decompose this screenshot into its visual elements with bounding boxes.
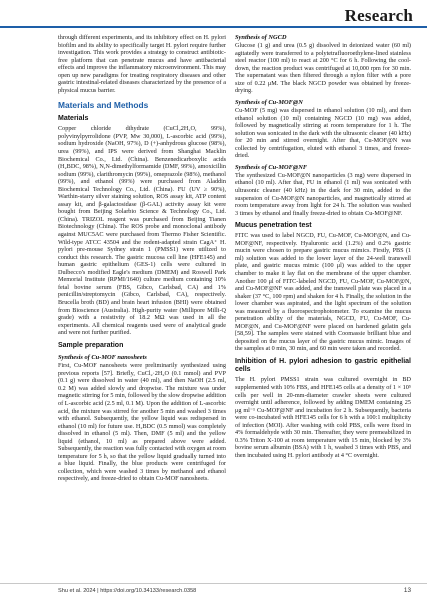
section-heading-methods: Materials and Methods xyxy=(58,100,149,111)
left-column xyxy=(58,34,226,483)
cumof-nf-paragraph: The synthesized Cu-MOF@N nanoparticles (3 mg) were dispersed in ethanol (10 ml). After that, FU in ethanol (1 ml) was sonicated with ultrasonic cleaner (40 kHz) in the dark for 30 min, added to the suspension of Cu-MOF@N nanoparticles, and magnetically stirred at room temperature away from light for 24 h. The solution was washed 3 times by ethanol and finally freeze-dried to obtain Cu-MOF@NF. xyxy=(235,171,411,217)
journal-name: Research xyxy=(344,6,413,25)
inhibition-paragraph: The H. pylori PMSS1 strain was cultured overnight in BD supplemented with 10% FBS, and HFE145 cells at a density of 1 × 10⁵ cells per well in 20-mm-diameter crawler sheets were cultured overnight until adherence, followed by adding DMEM containing 25 μg ml⁻¹ Cu-MOF@NF and incubation for 2 h. Subsequently, bacteria were co-incubated with HFE145 cells for 6 h with a 100:1 multiplicity of infection (MOI). After washing with cold PBS, cells were fixed in 4% formaldehyde with 30 min. Thereafter, they were premeabilized in 0.3% Triton X-100 at room temperature with 15 min, blocked by 3% bovine serum albumin (BSA) with 1 h, washed 3 times with PBS, and then incubated using H. pylori antibody at 4 °C overnight. xyxy=(235,376,411,459)
intro-paragraph: through different experiments, and its inhibitory effect on H. pylori biofilm and its ability to specifically target H. pylori require further investigation. This work provides a strategy to construct antibiotic-free platform that can penetrate mucus and have antibacterial effects and improve the inflammatory microenvironment. This may open up new paradigms for treating respiratory diseases and other gastric intestinal-related diseases characterized by the presence of a physical mucus barrier. xyxy=(58,34,226,94)
footer-citation: Shu et al. 2024 | https://doi.org/10.34133/research.0358 xyxy=(58,588,197,594)
cumof-n-paragraph: Cu-MOF (5 mg) was dispersed in ethanol solution (10 ml), and then ethanol solution (10 ml) containing NGCD (10 mg) was added, followed by magnetically stirring at room temperature for 1 h. The solution was sonicated in the dark with the ultrasonic cleaner (40 kHz) for 20 min and stirred overnight. After that, Cu-MOF@N was collected by centrifugation, eluted with ethanol 3 times, and freeze-dried. xyxy=(235,107,411,160)
materials-paragraph: Copper chloride dihydrate (CuCl₂2H₂O, 99%), polyvinylpyrrolidone (PVP, Mw 30,000), L-ascorbic acid (99%), sodium hydroxide (NaOH, 97%), D (+)-anhydrous glucose (98%), urea (99%), and IPS were derived from Shanghai Macklin Biochemical Co., Ltd. (China). Benzenedicarboxylic acids (H₂BDC, 98%), N,N-dimethylformamide (DMF, 99%), amoxicillin sodium (99%), clarithromycin (99%), omeprazole (98%), methanol (99%), and ethanol (99%) were purchased from Aladdin Biochemical Technology Co., Ltd. (China). FU (UV ≥ 90%), Warthin-starry silver staining solution, ROS assay kit, ATP content assay kit, and β-galactosidase (β-GAL) activity assay kit were bought from Beijing Solarbio Science & Technology Co., Ltd. (China). TRIZOL reagent was purchased from Beijing Tianen Biotechnology (China). The ROS probe and monoclonal antibody against MUC5AC were purchased from Thermo Fisher Scientific. Wild-type ATCC 43504 and the rodent-adapted strain CagA⁺ H. pylori pre-mouse Sydney strain 1 (PMSS1) were utilized to conduct this research. The gastric mucosa cell line (HFE145) and human gastric epithelium (GES-1) cells were cultured in Dulbecco's modified Eagle's medium (DMEM) and Roswell Park Memorial Institute (RPMI/1640) culture medium containing 10% fetal bovine serum (FBS, Gibco, Carlsbad, CA) and 1% penicillin/streptomycin (Gibco, Carlsbad, CA), respectively. Brucella broth (BD) and brain heart infusion (BHI) were obtained from Bioscience (Australia). High-purity water (Millipore Milli-Q grade) with a resistivity of 18.2 MΩ was used in all the experiments. All chemical reagents used were of analytical grade and were not further purified. xyxy=(58,125,226,337)
subsection-heading-mucus: Mucus penetration test xyxy=(235,222,312,230)
ngcd-paragraph: Glucose (1 g) and urea (0.5 g) dissolved in deionized water (60 ml) agitatedly were transferred to a polytetrafluoroethylene-lined stainless steel reactor (100 ml) to react at 200 °C for 6 h. Following the cool-down, the reaction product was centrifuged at 10,000 rpm for 30 min. The supernatant was then filtered through a nylon filter with a pore size of 0.22 μM. The black NGCD powder was obtained by freeze-drying. xyxy=(235,42,411,95)
subsection-heading-sample-preparation: Sample preparation xyxy=(58,341,124,349)
mucus-paragraph: FITC was used to label NGCD, FU, Cu-MOF, Cu-MOF@N, and Cu-MOF@NF, respectively. Hyaluronic acid (1.2%) and 0.2% gastric mucin were chosen to prepare gastric mucus mimics. Firstly, PBS (1 ml) solution was added to the lower layer of the 24-well transwell plate, and gastric mucus mimic (100 μl) was added to the upper chamber to make it lay flat on the membrane of the upper chamber. Another 100 μl of FITC-labeled NGCD, FU, Cu-MOF, Cu-MOF@N, and Cu-MOF@NF was added, and the transwell plate was placed in a shaker (37 °C, 100 rpm) and shaken for 4 h. Finally, the solution in the lower chamber was aspirated, and the light spectrum of the solution was measured by a fluorospectrophotometer. To examine the mucus penetration ability of the materials, NGCD, FU, Cu-MOF, Cu-MOF@N, and Cu-MOF@NF were placed on hardened gelatin gels [58,59]. The samples were stained with Coomassie brilliant blue and deposited on the mucus layer of the gastric mucus mimic. Images of the samples at 0 min, 30 min, and 60 min were taken and recorded. xyxy=(235,232,411,353)
subsubsection-heading-cumof-n: Synthesis of Cu-MOF@N xyxy=(235,98,303,106)
subsubsection-heading-ngcd: Synthesis of NGCD xyxy=(235,34,287,41)
footer-rule xyxy=(0,583,427,584)
page-number: 13 xyxy=(403,587,411,594)
header-rule xyxy=(0,26,427,28)
subsection-heading-inhibition: Inhibition of H. pylori adhesion to gastric epithelial cells xyxy=(235,357,411,374)
subsection-heading-materials: Materials xyxy=(58,115,89,123)
right-column xyxy=(235,34,411,459)
cumof-synthesis-paragraph: First, Cu-MOF nanosheets were preliminarily synthesized using previous reports [57]. Briefly, CuCl₂·2H₂O (0.1 mmol) and PVP (0.1 g) were dissolved in water (40 ml), and then NaOH (2.5 ml, 0.2 M) was added slowly and dropwise. The mixture was under magnetic stirring for 5 min, followed by the slow dropwise addition of L-ascorbic acid (2.5 ml, 0.1 M). Upon the addition of L-ascorbic acid, the mixture was stirred for another 5 min and washed 3 times with ethanol. Subsequently, the yellow liquid was redispersed in ethanol (10 ml) for future use. H₂BDC (0.5 mmol) was completely dissolved in ethanol (5 ml). Then, DMF (5 ml) and the yellow liquid (ethanol, 10 ml) as prepared above were added. Subsequently, the reaction was fully contacted with oxygen at room temperature for 5 h, so that the yellow liquid gradually turned into a blue liquid. Finally, the blue products were centrifuged for collection, which were washed 3 times by methanol and ethanol respectively, and freeze-dried to obtain Cu-MOF nanosheets. xyxy=(58,362,226,483)
subsubsection-heading-cumof-nf: Synthesis of Cu-MOF@NF xyxy=(235,163,308,171)
subsubsection-heading-cumof: Synthesis of Cu-MOF nanosheets xyxy=(58,354,147,362)
